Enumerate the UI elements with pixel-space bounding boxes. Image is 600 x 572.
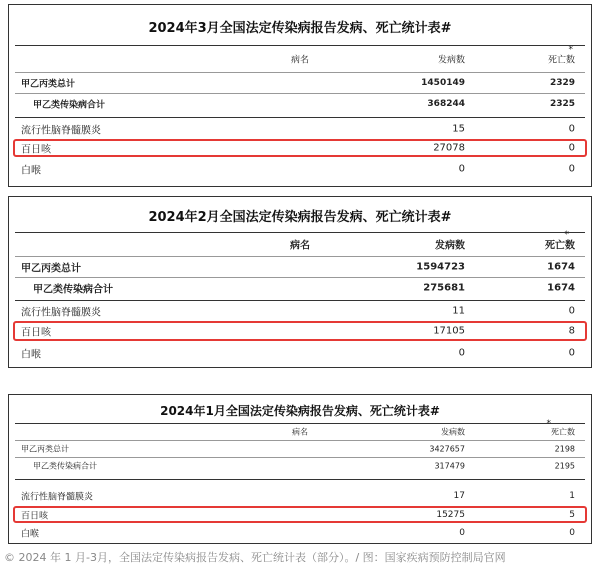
header-deaths: 死亡数 (545, 240, 575, 252)
table-row: 白喉 0 0 (21, 163, 575, 177)
header-deaths: 死亡数 (551, 427, 575, 437)
footnote-star: * (568, 45, 573, 55)
table-march (8, 4, 592, 187)
table-row: 甲乙类传染病合计 368244 2325 (33, 99, 575, 111)
table-header-row (15, 424, 585, 440)
table-february (8, 196, 592, 368)
header-cases: 发病数 (441, 427, 465, 437)
header-cases: 发病数 (435, 240, 465, 252)
header-name: 病名 (292, 427, 308, 437)
image-caption: © 2024 年 1 月-3月，全国法定传染病报告发病、死亡统计表（部分）。/ 图：国家疾病预防控制局官网 (4, 551, 506, 564)
table-header-row (15, 233, 585, 255)
footnote-star: * (564, 230, 569, 240)
table-row-pertussis: 百日咳 15275 5 (21, 509, 575, 521)
table-row: 白喉 0 0 (21, 528, 575, 540)
table-row: 甲乙类传染病合计 275681 1674 (33, 282, 575, 296)
table-row: 甲乙丙类总计 1450149 2329 (21, 78, 575, 90)
header-name: 病名 (290, 240, 310, 252)
header-deaths: 死亡数 (547, 55, 575, 66)
table-row: 甲乙丙类总计 3427657 2198 (21, 444, 575, 454)
table-title: 2024年2月全国法定传染病报告发病、死亡统计表# (148, 210, 452, 225)
table-january (8, 394, 592, 544)
table-row: 流行性脑脊髓膜炎 11 0 (21, 305, 575, 319)
table-row: 甲乙丙类总计 1594723 1674 (21, 261, 575, 275)
table-row-pertussis: 百日咳 27078 0 (21, 142, 575, 156)
table-row: 流行性脑脊髓膜炎 17 1 (21, 491, 575, 503)
table-title: 2024年1月全国法定传染病报告发病、死亡统计表# (160, 404, 440, 418)
table-row: 流行性脑脊髓膜炎 15 0 (21, 123, 575, 137)
header-name: 病名 (290, 55, 309, 66)
header-cases: 发病数 (437, 55, 465, 66)
table-header-row (15, 47, 585, 71)
footnote-star: * (546, 419, 551, 429)
table-title: 2024年3月全国法定传染病报告发病、死亡统计表# (148, 21, 452, 36)
table-row: 白喉 0 0 (21, 347, 575, 361)
table-row: 甲乙类传染病合计 317479 2195 (33, 461, 575, 471)
table-row-pertussis: 百日咳 17105 8 (21, 325, 575, 339)
